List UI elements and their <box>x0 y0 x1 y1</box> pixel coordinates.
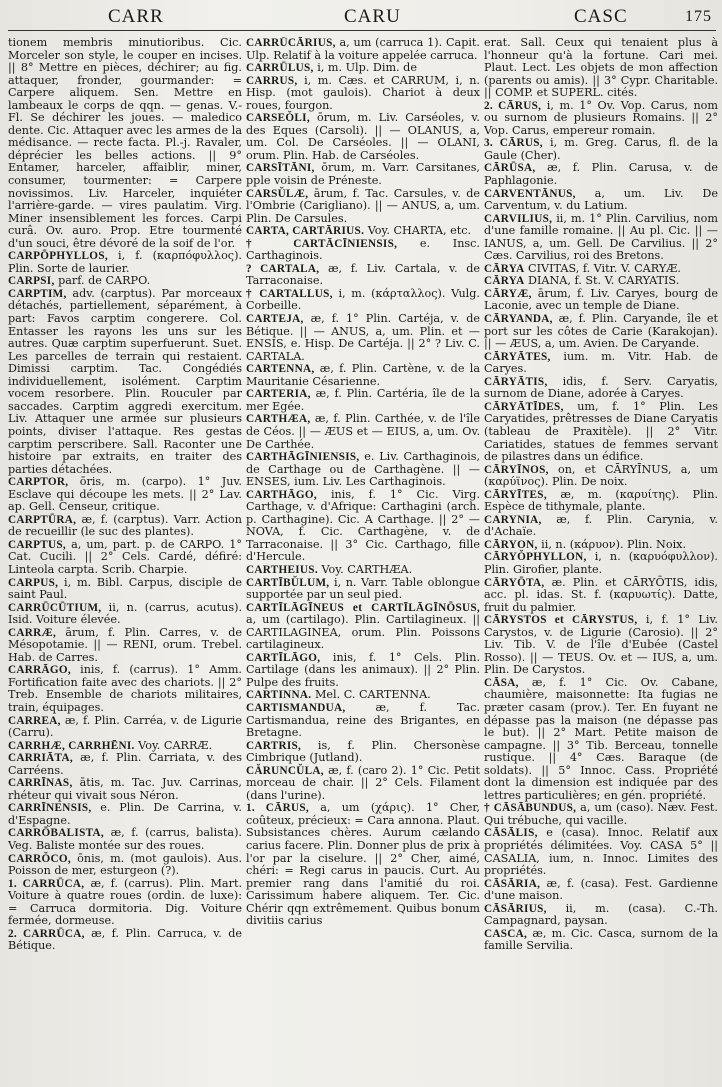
dictionary-entry <box>8 577 242 602</box>
entry-headword: CARRĀGO, <box>8 664 71 677</box>
entry-headword: † CARTĀCĪNIENSIS, <box>246 237 398 250</box>
entry-headword: CĀSĀRIA, <box>484 877 541 890</box>
dictionary-entry <box>8 715 242 740</box>
text-columns <box>8 37 716 1087</box>
entry-definition: e. Plin. De Carrina, v. d'Espagne. <box>8 801 242 827</box>
entry-definition: æ, f. Plin. Carruca, v. de Bétique. <box>8 926 242 953</box>
dictionary-entry <box>246 489 480 564</box>
entry-headword: CARSŬLÆ, <box>246 187 309 200</box>
dictionary-entry <box>246 188 480 226</box>
entry-headword: CARTA, CARTĀRIUS. <box>246 225 365 238</box>
dictionary-entry <box>8 288 242 476</box>
dictionary-entry <box>246 388 480 413</box>
dictionary-entry <box>8 928 242 953</box>
dictionary-entry <box>484 188 718 213</box>
dictionary-entry <box>484 614 718 677</box>
entry-headword: CARRUS, <box>246 74 298 87</box>
entry-definition: Voy. CARTHÆA. <box>317 562 413 576</box>
entry-definition: on, et CĀRYĪNUS, a, um (καρύϊνος). Plin. De noix. <box>484 462 718 489</box>
entry-definition: æ, f. 1° Cic. Ov. Cabane, chaumière, maisonnette: Ita fugias ne præter casam (prov.). Ter. En fuyant ne dépasse pas la maison (ne dépasse pas le but). || 2° Mart. Petite maison de campagne. || 3° Tib. Berceau, tonnelle rustique. || 4° Cæs. Baraque (de soldats). || 5° Innoc. Cass. Propriété dont la dimension est indiquée par des lettres particulières; en gén. propriété. <box>484 675 718 802</box>
entry-headword: CARTĪLĀGĪNEUS et CARTĪLĀGĪNŌSUS, <box>246 601 480 614</box>
dictionary-entry <box>8 539 242 577</box>
entry-definition: ōnis, m. (mot gaulois). Aus. Poisson de mer, esturgeon (?). <box>8 851 242 878</box>
entry-headword: CARTHÆA, <box>246 413 311 426</box>
entry-headword: CARRŎCO, <box>8 852 71 865</box>
dictionary-entry <box>8 602 242 627</box>
entry-headword: CARTĪLĀGO, <box>246 651 321 664</box>
entry-headword: CARTHĀGO, <box>246 488 317 501</box>
entry-definition: æ, f. (casa). Fest. Gardienne d'une maison. <box>484 876 718 903</box>
entry-definition: DIANA, f. St. V. CARYATIS. <box>524 274 680 288</box>
dictionary-entry <box>484 213 718 263</box>
entry-headword: CĀRYŎPHYLLON, <box>484 551 587 564</box>
entry-headword: CARRĪNAS, <box>8 777 73 790</box>
dictionary-entry <box>246 740 480 765</box>
entry-definition: æ, f. (carrus, balista). Veg. Baliste montée sur des roues. <box>8 826 242 852</box>
entry-definition: ii, n. (κάρυον). Plin. Noix. <box>537 537 687 551</box>
dictionary-entry <box>8 878 242 928</box>
entry-definition: i, m. Greg. Carus, fl. de la Gaule (Cher). <box>484 136 718 162</box>
dictionary-entry <box>484 288 718 313</box>
entry-headword: CARTĪBŬLUM, <box>246 576 330 589</box>
entry-headword: CARPTIM, <box>8 287 67 300</box>
entry-definition: æ, f. (caro 2). 1° Cic. Petit morceau de chair. || 2° Cels. Filament (dans l'urine). <box>246 763 480 802</box>
dictionary-entry <box>246 37 480 62</box>
dictionary-entry <box>8 627 242 665</box>
entry-headword: 2. CĀRUS, <box>484 99 542 112</box>
entry-definition: ii, n. (carrus, acutus). Isid. Voiture élevée. <box>8 600 242 627</box>
entry-definition: um, f. 1° Plin. Les Caryatides, prêtresses de Diane Caryatis (tableau de Praxitèle). || 2° Vitr. Cariatides, statues de femmes servant de pilastres dans un édifice. <box>484 399 718 464</box>
entry-headword: CĀRYĀTIS, <box>484 375 548 388</box>
entry-definition: ārum, f. Liv. Caryes, bourg de Laconie, avec un temple de Diane. <box>484 286 718 313</box>
entry-definition: ium. m. Vitr. Hab. de Caryes. <box>484 349 718 376</box>
entry-headword: CĀRYSTOS et CĀRYSTUS, <box>484 614 638 627</box>
entry-definition: ii, m. 1° Plin. Carvilius, nom d'une famille romaine. || Au pl. Cic. || — IANUS, a, um. Gell. De Carvilius. || 2° Cæs. Carvilius, roi des Bretons. <box>484 211 718 263</box>
dictionary-entry <box>8 827 242 852</box>
entry-headword: CARPSI, <box>8 275 55 288</box>
entry-definition: æ, f. Liv. Cartala, v. de Tarraconaise. <box>246 261 480 288</box>
entry-definition: i, m. (κάρταλλος). Vulg. Corbeille. <box>246 286 480 313</box>
entry-definition: i, m. Cæs. et CARRUM, i, n. Hisp. (mot gaulois). Chariot à deux roues, fourgon. <box>246 73 480 112</box>
entry-definition: a, um (carruca 1). Capit. Ulp. Relatif à la voiture appelée carruca. <box>246 37 480 62</box>
entry-definition: ārum, f. Plin. Carres, v. de Mésopotamie. || — RENI, orum. Trebel. Hab. de Carres. <box>8 625 242 664</box>
entry-headword: CARPTŪRA, <box>8 513 77 526</box>
entry-headword: 1. CARRŪCA, <box>8 877 85 890</box>
entry-headword: CARTRIS, <box>246 739 302 752</box>
guide-word-right: CASC <box>574 6 628 27</box>
dictionary-entry <box>484 464 718 489</box>
column-1 <box>8 37 242 1087</box>
entry-definition: a, um (χάρις). 1° Cher, coûteux, précieux: = Cara annona. Plaut. Subsistances chères. Aurum cælando carius facere. Plin. Donner plus de prix à l'or par la ciselure. || 2° Cher, aimé, chéri: = Regi carus in paucis. Curt. Au premier rang dans l'amitié du roi. Carissimum habere aliquem. Ter. Cic. Chérir qqn extrêmement. Quibus bonum divitiis carius <box>246 801 480 928</box>
entry-headword: CARRŌBALISTA, <box>8 827 105 840</box>
entry-definition: æ, f. Tac. Cartismandua, reine des Brigantes, en Bretagne. <box>246 700 480 740</box>
entry-definition: adv. (carptus). Par morceaux détachés, partiellement, séparément, à part: Favos carptim congerere. Col. Entasser les rayons les uns sur les autres. Quæ carptim superfuerunt. Suet. Les parcelles de terrain qui restaient. Dimissi carptim. Tac. Congédiés individuellement, isolément. Carptim vocem resorbere. Plin. Rouculer par saccades. Carptim aggredi exercitum. Liv. Attaquer une armée sur plusieurs points, diviser l'attaque. Res gestas carptim perscribere. Sall. Raconter une histoire par extraits, en traiter des parties détachées. <box>8 286 242 476</box>
dictionary-entry <box>246 602 480 652</box>
entry-definition: Voy. CHARTA, etc. <box>364 224 472 238</box>
dictionary-entry <box>246 112 480 162</box>
entry-definition: i, n. Varr. Table oblongue supportée par un seul pied. <box>246 575 480 602</box>
dictionary-entry <box>246 451 480 489</box>
dictionary-entry <box>484 313 718 351</box>
entry-headword: CARTHEIUS. <box>246 563 318 576</box>
entry-headword: CARSĪTĀNI, <box>246 162 315 175</box>
entry-continuation: tionem membris minutioribus. Cic. Morceler son style, le couper en incises. || 8° Mettre en pièces, déchirer; au fig. attaquer, fronder, gourmander: = Carpere aliquem. Sen. Mettre en lambeaux le corps de qqn. — genas. V.-Fl. Se déchirer les joues. — maledico dente. Cic. Attaquer avec les armes de la médisance. — recte facta. Pl.-j. Ravaler, déprécier les belles actions. || 9° Entamer, harceler, affaiblir, miner, consumer, tourmenter: = Carpere novissimos. Liv. Harceler, inquiéter l'arrière-garde. — vires paulatim. Virg. Miner insensiblement les forces. Carpi curâ. Ov. auro. Prop. Etre tourmenté d'un souci, être dévoré de la soif de l'or. <box>8 37 242 250</box>
entry-headword: CARTERIA, <box>246 388 311 401</box>
entry-headword: CARRHÆ, CARRHĒNI. <box>8 739 135 752</box>
entry-definition: e. Insc. Carthaginois. <box>246 236 480 263</box>
dictionary-entry <box>484 802 718 827</box>
dictionary-entry <box>484 827 718 877</box>
column-3 <box>484 37 718 1087</box>
entry-definition: æ, f. Plin. Carréa, v. de Ligurie (Carru). <box>8 713 242 740</box>
entry-headword: 1. CĀRUS, <box>246 802 309 815</box>
entry-definition: inis, f. 1° Cels. Plin. Cartilage (dans les animaux). || 2° Plin. Pulpe des fruits. <box>246 650 480 689</box>
entry-definition: æ, f. Plin. Carthée, v. de l'île de Céos. || — ÆUS et — EIUS, a, um. Ov. De Carthée. <box>246 412 480 451</box>
entry-headword: CĂRUNCŬLA, <box>246 764 324 777</box>
entry-definition: æ, f. Plin. Carynia, v. d'Achaïe. <box>484 512 718 539</box>
entry-definition: æ. Plin. et CĀRYŌTIS, idis, acc. pl. idas. St. f. (καρυωτίς). Datte, fruit du palmier. <box>484 575 718 614</box>
entry-definition: Voy. CARRÆ. <box>134 738 213 752</box>
dictionary-entry <box>484 376 718 401</box>
entry-definition: æ, m. (καρυίτης). Plin. Espèce de tithymale, plante. <box>484 487 718 514</box>
entry-headword: CARVILIUS, <box>484 212 553 225</box>
dictionary-entry <box>246 238 480 263</box>
entry-headword: CĀSĀRIUS, <box>484 902 547 915</box>
entry-definition: inis, f. 1° Cic. Virg. Carthage, v. d'Afrique: Carthagini (arch. p. Carthagine). Cic. A Carthage. || 2° — NOVA, f. Cic. Carthagène, v. de Tarraconaise. || 3° Cic. Carthago, fille d'Hercule. <box>246 487 480 564</box>
entry-headword: CARPŌPHYLLOS, <box>8 250 108 263</box>
entry-headword: CARPTOR, <box>8 476 69 489</box>
dictionary-entry <box>246 263 480 288</box>
entry-definition: e. Liv. Carthaginois, de Carthage ou de Carthagène. || — ENSES, ium. Liv. Les Carthaginois. <box>246 450 480 489</box>
entry-headword: CĀSĀLIS, <box>484 827 538 840</box>
entry-headword: CĀRYĪNOS, <box>484 463 549 476</box>
entry-definition: a, um. Liv. De Carventum, v. du Latium. <box>484 186 718 213</box>
entry-definition: CIVITAS, f. Vitr. V. CARYÆ. <box>524 261 681 275</box>
dictionary-entry <box>246 652 480 690</box>
dictionary-entry <box>246 288 480 313</box>
guide-word-center: CARU <box>344 6 401 27</box>
dictionary-entry <box>484 162 718 187</box>
entry-headword: CĀRYANDA, <box>484 313 553 326</box>
entry-headword: CĀRYŌTA, <box>484 576 545 589</box>
entry-definition: i, m. 1° Ov. Vop. Carus, nom ou surnom de plusieurs Romains. || 2° Vop. Carus, empereur romain. <box>484 98 718 137</box>
entry-headword: CARRIĀTA, <box>8 752 73 765</box>
entry-definition: i, f. (καρπόφυλλος). Plin. Sorte de laurier. <box>8 249 242 275</box>
entry-definition: æ, f. Plin. Caryande, île et port sur les côtes de Carie (Karakojan). || — ÆUS, a, um. Avien. De Caryande. <box>484 312 718 351</box>
entry-headword: CARTHĀGĪNIENSIS, <box>246 451 360 464</box>
dictionary-entry <box>8 250 242 275</box>
dictionary-entry <box>8 476 242 514</box>
entry-headword: CARRŪCĀRIUS, <box>246 37 336 49</box>
entry-definition: i, n. (καρυόφυλλον). Plin. Girofier, plante. <box>484 550 718 576</box>
dictionary-entry <box>484 401 718 464</box>
entry-headword: CĀRYĀTES, <box>484 350 551 363</box>
entry-definition: æ, m. Cic. Casca, surnom de la famille Servilia. <box>484 926 718 953</box>
dictionary-entry <box>484 137 718 162</box>
entry-definition: parf. de CARPO. <box>54 274 151 288</box>
entry-definition: ōrum, m. Varr. Carsitanes, pple voisin de Préneste. <box>246 161 480 188</box>
dictionary-entry <box>246 802 480 927</box>
dictionary-entry <box>8 802 242 827</box>
entry-headword: CARTISMANDUA, <box>246 701 346 714</box>
entry-headword: CARRĪNENSIS, <box>8 802 92 815</box>
dictionary-entry <box>484 577 718 615</box>
entry-continuation: erat. Sall. Ceux qui tenaient plus à l'honneur qu'à la fortune. Cari mei. Plaut. Lect. Les objets de mon affection (parents ou amis). || 3° Cypr. Charitable. || COMP. et SUPERL. cités. <box>484 37 718 100</box>
entry-definition: idis, f. Serv. Caryatis, surnom de Diane, adorée à Caryes. <box>484 374 718 401</box>
dictionary-entry <box>246 162 480 187</box>
entry-headword: CĀRYĀTĪDES, <box>484 400 564 413</box>
dictionary-entry <box>484 903 718 928</box>
entry-headword: CARREA, <box>8 714 61 727</box>
entry-definition: æ, f. Plin. Carusa, v. de Paphlagonie. <box>484 161 718 188</box>
entry-definition: inis, f. (carrus). 1° Amm. Fortification faite avec des chariots. || 2° Treb. Ensemble de chariots militaires, train, équipages. <box>8 663 242 714</box>
dictionary-entry <box>8 777 242 802</box>
entry-headword: CASCA, <box>484 927 528 940</box>
dictionary-entry <box>484 928 718 953</box>
entry-definition: a, um, part. p. de CARPO. 1° Cat. Cucili. || 2° Cels. Cardé, défiré: Linteola carpta. Scrib. Charpie. <box>8 537 242 576</box>
entry-definition: Mel. C. CARTENNA. <box>311 688 431 702</box>
entry-headword: CARPTUS, <box>8 538 67 551</box>
entry-definition: i, f. 1° Liv. Carystos, v. de Ligurie (Carosio). || 2° Liv. Tib. V. de l'île d'Eubée (Castel Rosso). || — TEUS. Ov. et — IUS, a, um. Plin. De Carystos. <box>484 613 718 677</box>
running-head <box>8 6 716 31</box>
entry-headword: CARRÆ, <box>8 626 57 639</box>
entry-headword: CARRŪLUS, <box>246 62 314 75</box>
entry-definition: æ, f. (carptus). Varr. Action de recueillir (le suc des plantes). <box>8 512 242 539</box>
entry-headword: CĀSA, <box>484 676 519 689</box>
dictionary-entry <box>8 752 242 777</box>
entry-headword: CĀRYÆ, <box>484 287 532 300</box>
entry-headword: 3. CĀRUS, <box>484 137 543 150</box>
dictionary-entry <box>484 351 718 376</box>
entry-definition: i, m. Bibl. Carpus, disciple de saint Paul. <box>8 575 242 602</box>
entry-headword: CARPUS, <box>8 576 59 589</box>
entry-definition: ōrum, m. Liv. Carséoles, v. des Eques (Carsoli). || — OLANUS, a, um. Col. De Carséoles. || — OLANI, orum. Plin. Hab. de Carséoles. <box>246 111 480 162</box>
dictionary-entry <box>246 313 480 363</box>
entry-definition: æ, f. Plin. Cartène, v. de la Mauritanie Césarienne. <box>246 362 480 388</box>
entry-definition: i, m. Ulp. Dim. de <box>313 61 417 75</box>
dictionary-entry <box>246 413 480 451</box>
dictionary-entry <box>8 514 242 539</box>
dictionary-entry <box>246 75 480 113</box>
dictionary-entry <box>484 878 718 903</box>
entry-definition: ātis, m. Tac. Juv. Carrinas, rhéteur qui vivait sous Néron. <box>8 776 242 802</box>
entry-headword: CARVENTĀNUS, <box>484 187 576 200</box>
entry-definition: ārum, f. Tac. Carsules, v. de l'Ombrie (Carigliano). || — ANUS, a, um. Plin. De Carsules. <box>246 186 480 225</box>
entry-headword: CĀRŪSA, <box>484 162 536 175</box>
entry-headword: CĀRYON, <box>484 538 538 551</box>
entry-headword: CĀRYA <box>484 275 525 288</box>
dictionary-entry <box>484 677 718 802</box>
entry-headword: CĀRYA <box>484 262 525 275</box>
entry-definition: a, um (cartilago). Plin. Cartilagineux. || CARTILAGINEA, orum. Plin. Poissons cartilagineux. <box>246 613 480 652</box>
entry-headword: 2. CARRŪCA, <box>8 927 85 940</box>
dictionary-entry <box>8 853 242 878</box>
entry-headword: † CĀSĀBUNDUS, <box>484 802 577 815</box>
dictionary-entry <box>484 489 718 514</box>
entry-headword: CARRŪCŪTIUM, <box>8 601 102 614</box>
dictionary-entry <box>246 577 480 602</box>
dictionary-entry <box>8 664 242 714</box>
entry-definition: ōris, m. (carpo). 1° Juv. Esclave qui découpe les mets. || 2° Lav. ap. Gell. Censeur, critique. <box>8 475 242 514</box>
entry-headword: CARTINNA. <box>246 689 312 702</box>
entry-definition: æ, f. Plin. Cartéria, île de la mer Egée. <box>246 387 480 413</box>
column-2 <box>246 37 480 1087</box>
entry-definition: æ, f. (carrus). Plin. Mart. Voiture à quatre roues (ordin. de luxe): = Carruca dormitoria. Dig. Voiture fermée, dormeuse. <box>8 876 242 928</box>
dictionary-entry <box>484 514 718 539</box>
entry-definition: ii, m. (casa). C.-Th. Campagnard, paysan. <box>484 901 718 928</box>
entry-definition: e (casa). Innoc. Relatif aux propriétés délimitées. Voy. CASA 5° || CASALIA, ium, n. Innoc. Limites des propriétés. <box>484 826 718 878</box>
entry-definition: æ, f. 1° Plin. Cartéja, v. de Bétique. || — ANUS, a, um. Plin. et — ENSIS, e. Hisp. De Cartéja. || 2° ? Liv. C. CARTALA. <box>246 312 480 363</box>
entry-headword: ? CARTALA, <box>246 262 320 275</box>
entry-definition: is, f. Plin. Chersonèse Cimbrique (Jutland). <box>246 738 480 765</box>
entry-headword: CARYNIA, <box>484 513 542 526</box>
entry-headword: CARSEŎLI, <box>246 112 310 125</box>
dictionary-entry <box>246 765 480 803</box>
dictionary-entry <box>246 702 480 740</box>
entry-headword: CARTEJA, <box>246 313 304 326</box>
entry-definition: æ, f. Plin. Carriata, v. des Carréens. <box>8 751 242 777</box>
entry-definition: a, um (caso). Næv. Fest. Qui trébuche, qui vacille. <box>484 801 718 827</box>
page-number: 175 <box>685 8 712 25</box>
entry-headword: CĀRYĪTES, <box>484 488 547 501</box>
entry-headword: CARTENNA, <box>246 363 315 376</box>
dictionary-entry <box>484 100 718 138</box>
guide-word-left: CARR <box>108 6 164 27</box>
dictionary-entry <box>246 363 480 388</box>
dictionary-entry <box>484 551 718 576</box>
entry-headword: † CARTALLUS, <box>246 287 333 300</box>
